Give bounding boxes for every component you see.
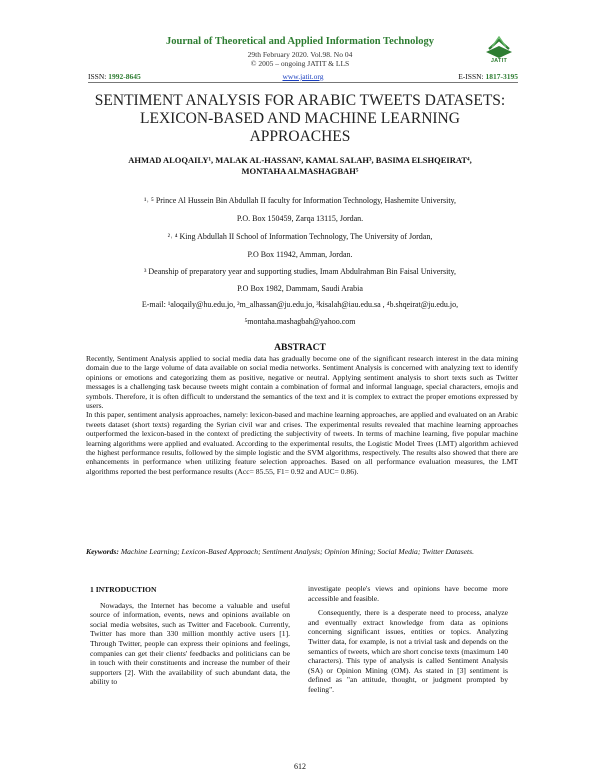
abstract-heading: ABSTRACT xyxy=(274,343,326,353)
book-icon xyxy=(482,36,516,60)
right-column xyxy=(308,584,508,695)
abstract-paragraph: In this paper, sentiment analysis approaches, namely: lexicon-based and machine learning approaches, are applied and evaluated on an Arabic tweets dataset (short texts) regarding the Syrian civil war and crises. The experimental results revealed that machine learning approaches outperformed the lexicon-based in the context of predicting the subjectivity of tweets. In terms of machine learning, five popular machine learning algorithms were applied and evaluated. According to the experimental results, the Logistic Model Trees (LMT) algorithm achieved the highest performance results, followed by the simple logistic and the SVM algorithms, respectively. The results also showed that there are enhancements in performance when utilizing feature selection approaches. Based on all performance evaluation measures, the LMT algorithms reported the best performance results (Acc= 85.55, F1= 0.92 and AUC= 0.86). xyxy=(86,410,518,476)
body-paragraph: investigate people's views and opinions have become more accessible and feasible. xyxy=(308,584,508,603)
header-divider xyxy=(88,82,518,83)
issue-info: 29th February 2020. Vol.98. No 04 xyxy=(247,50,353,59)
abstract-paragraph: Recently, Sentiment Analysis applied to social media data has gradually become one of the significant research interest in the data mining domain due to the large volume of data available on social media networks. Sentiment Analysis is concerned with analyzing text to identify opinions or emotions and categorizing them as positive, negative or neutral. Applying sentiment analysis to short texts such as Twitter messages is a challenging task because tweets might contain a combination of formal and informal language, special characters, emojis and symbols. Therefore, it is often difficult to understand the semantics of the text and it is complex to extract the proper emotions expressed by users. xyxy=(86,354,518,411)
affiliation-line: P.O Box 11942, Amman, Jordan. xyxy=(247,250,353,259)
authors: AHMAD ALOQAILY¹, MALAK AL-HASSAN², KAMAL SALAH³, BASIMA ELSHQEIRAT⁴, MONTAHA ALMASHAGBAH⁵ xyxy=(128,155,472,176)
keywords-text: Machine Learning; Lexicon-Based Approach; Sentiment Analysis; Opinion Mining; Social Media; Twitter Datasets. xyxy=(120,547,475,556)
eissn: E-ISSN: 1817-3195 xyxy=(458,72,518,81)
keywords-label: Keywords: xyxy=(86,547,119,556)
affiliation-line: ³ Deanship of preparatory year and supporting studies, Imam Abdulrahman Bin Faisal University, xyxy=(143,267,457,276)
logo-text: JATIT xyxy=(490,58,508,64)
affiliation-line: P.O. Box 150459, Zarqa 13115, Jordan. xyxy=(236,214,364,223)
body-paragraph: Nowadays, the Internet has become a valuable and useful source of information, events, news and opinions available on social media websites, such as Twitter and Facebook. Currently, Twitter has more than 330 million monthly active users [1]. Through Twitter, people can express their opinions and feelings, companies can get their clients' feedbacks and politicians can be in touch with their constituents and increase the number of their supporters [2]. With the availability of such abundant data, the ability to xyxy=(90,600,290,687)
left-column xyxy=(90,585,290,687)
paper-title: SENTIMENT ANALYSIS FOR ARABIC TWEETS DATASETS: LEXICON-BASED AND MACHINE LEARNING APPROACHES xyxy=(94,92,506,145)
journal-url-link[interactable]: www.jatit.org xyxy=(282,72,324,81)
affiliation-line: P.O Box 1982, Dammam, Saudi Arabia xyxy=(237,284,363,293)
email-line: ⁵montaha.mashagbah@yahoo.com xyxy=(244,317,356,326)
page-number: 612 xyxy=(294,762,306,771)
body-paragraph: Consequently, there is a desperate need to process, analyze and eventually extract knowledge from data as opinions concerning significant issues, entities or topics. Analyzing Twitter data, for example, is not a trivial task and depends on the semantics of tweets, which are short concise texts (maximum 140 characters). This type of analysis is called Sentiment Analysis (SA) or Opinion Mining (OM). As stated in [3] sentiment is defined as "an attitude, thought, or judgment prompted by feeling". xyxy=(308,608,508,694)
section-heading: 1 INTRODUCTION xyxy=(90,585,157,594)
journal-logo xyxy=(482,36,516,66)
abstract-body xyxy=(86,354,518,476)
affiliation-line: ²˒ ⁴ King Abdullah II School of Information Technology, The University of Jordan, xyxy=(167,232,433,241)
email-line: E-mail: ¹aloqaily@hu.edu.jo, ²m_alhassan@ju.edu.jo, ³kisalah@iau.edu.sa , ⁴b.shqeirat@ju.edu.jo, xyxy=(141,300,459,309)
keywords xyxy=(86,547,518,556)
affiliation-line: ¹˒ ⁵ Prince Al Hussein Bin Abdullah II faculty for Information Technology, Hashemite University, xyxy=(143,196,457,205)
issn: ISSN: 1992-8645 xyxy=(88,72,141,81)
journal-title: Journal of Theoretical and Applied Information Technology xyxy=(166,36,434,47)
copyright: © 2005 – ongoing JATIT & LLS xyxy=(250,59,350,68)
